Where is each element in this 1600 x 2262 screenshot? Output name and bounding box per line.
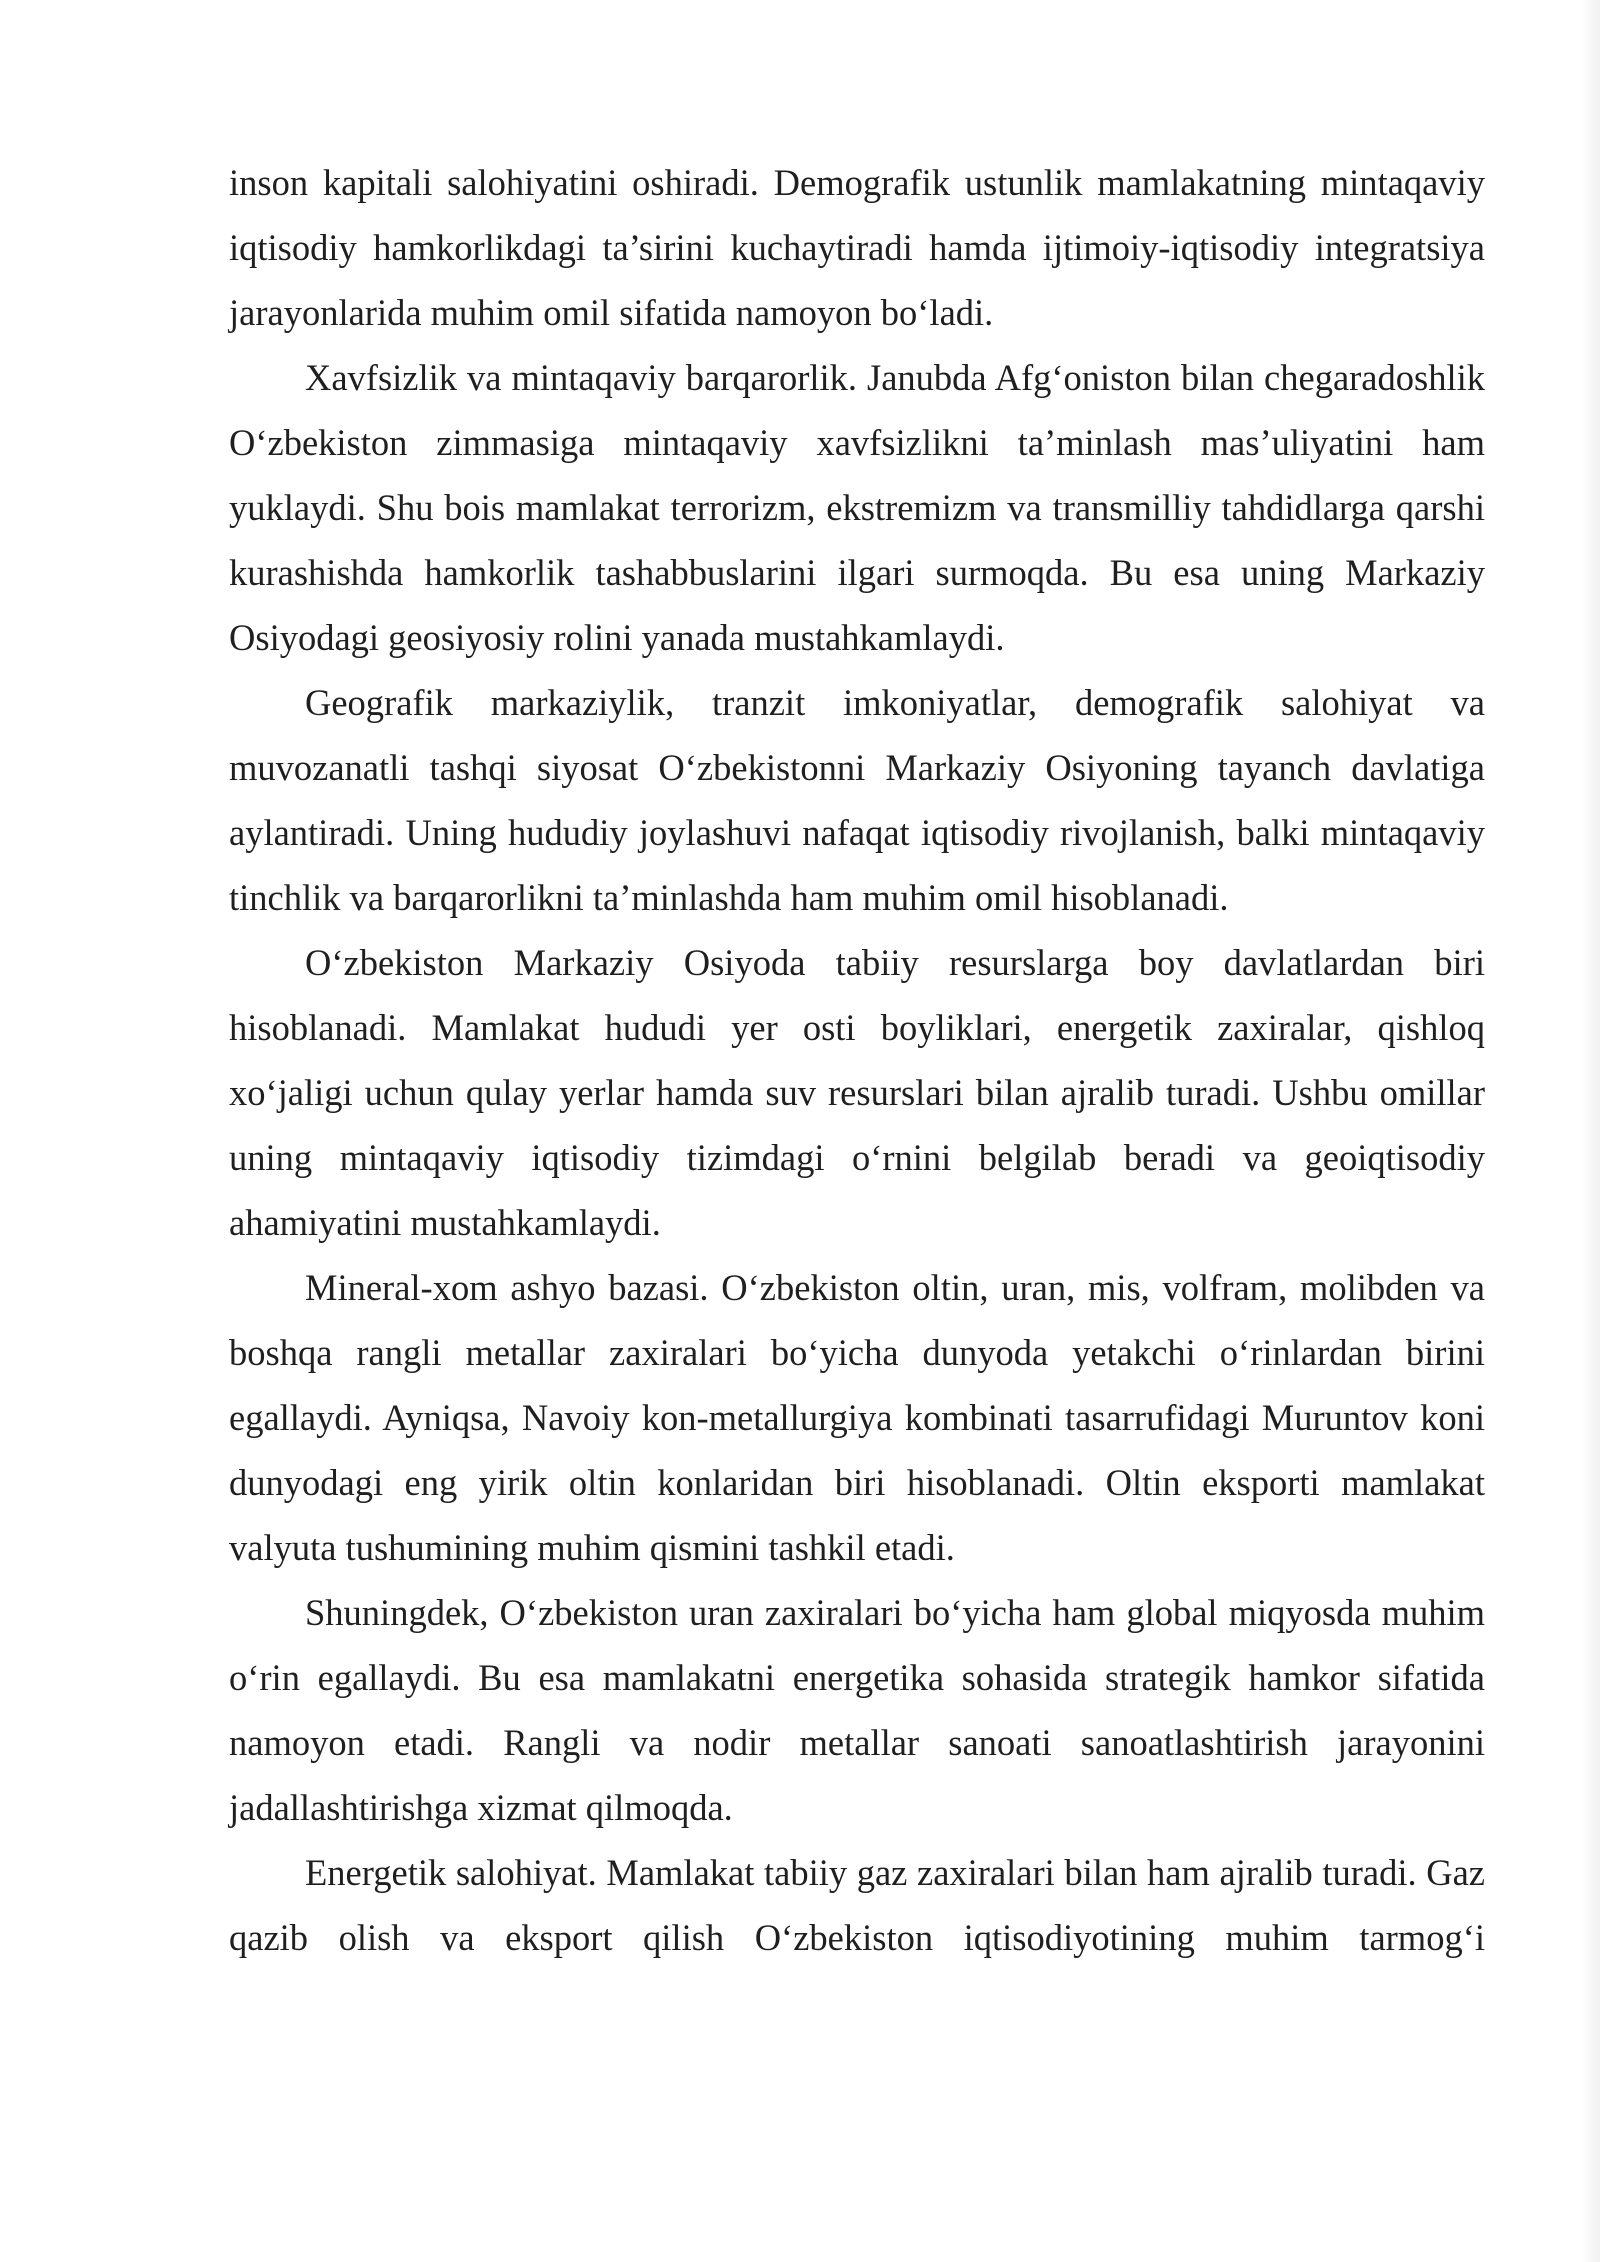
paragraph-continued: inson kapitali salohiyatini oshiradi. Demografik ustunlik mamlakatning mintaqaviy iqtisodiy hamkorlikdagi ta’sirini kuchaytiradi hamda ijtimoiy-iqtisodiy integratsiya jarayonlarida muhim omil sifatida namoyon bo‘ladi.	[229, 162, 1485, 333]
paragraph-uranium: Shuningdek, O‘zbekiston uran zaxiralari bo‘yicha ham global miqyosda muhim o‘rin egallaydi. Bu esa mamlakatni energetika sohasida strategik hamkor sifatida namoyon etadi. Rangli va nodir metallar sanoati sanoatlashtirish jarayonini jadallashtirishga xizmat qilmoqda.	[229, 1592, 1485, 1828]
paragraph-security: Xavfsizlik va mintaqaviy barqarorlik. Janubda Afg‘oniston bilan chegaradoshlik O‘zbekiston zimmasiga mintaqaviy xavfsizlikni ta’minlash mas’uliyatini ham yuklaydi. Shu bois mamlakat terrorizm, ekstremizm va transmilliy tahdidlarga qarshi kurashishda hamkorlik tashabbuslarini ilgari surmoqda. Bu esa uning Markaziy Osiyodagi geosiyosiy rolini yanada mustahkamlaydi.	[229, 357, 1485, 658]
paragraph-energy: Energetik salohiyat. Mamlakat tabiiy gaz zaxiralari bilan ham ajralib turadi. Gaz qazib olish va eksport qilish O‘zbekiston iqtisodiyotining muhim tarmog‘i	[229, 1852, 1485, 1958]
paragraph-geographic-centrality: Geografik markaziylik, tranzit imkoniyatlar, demografik salohiyat va muvozanatli tashqi siyosat O‘zbekistonni Markaziy Osiyoning tayanch davlatiga aylantiradi. Uning hududiy joylashuvi nafaqat iqtisodiy rivojlanish, balki mintaqaviy tinchlik va barqarorlikni ta’minlashda ham muhim omil hisoblanadi.	[229, 682, 1485, 918]
paragraph-mineral-base: Mineral-xom ashyo bazasi. O‘zbekiston oltin, uran, mis, volfram, molibden va boshqa rangli metallar zaxiralari bo‘yicha dunyoda yetakchi o‘rinlardan birini egallaydi. Ayniqsa, Navoiy kon-metallurgiya kombinati tasarrufidagi Muruntov koni dunyodagi eng yirik oltin konlaridan biri hisoblanadi. Oltin eksporti mamlakat valyuta tushumining muhim qismini tashkil etadi.	[229, 1267, 1485, 1568]
page-edge-shadow	[1582, 0, 1600, 2262]
paragraph-natural-resources: O‘zbekiston Markaziy Osiyoda tabiiy resurslarga boy davlatlardan biri hisoblanadi. Mamlakat hududi yer osti boyliklari, energetik zaxiralar, qishloq xo‘jaligi uchun qulay yerlar hamda suv resurslari bilan ajralib turadi. Ushbu omillar uning mintaqaviy iqtisodiy tizimdagi o‘rnini belgilab beradi va geoiqtisodiy ahamiyatini mustahkamlaydi.	[229, 942, 1485, 1243]
document-body	[229, 150, 1485, 1970]
